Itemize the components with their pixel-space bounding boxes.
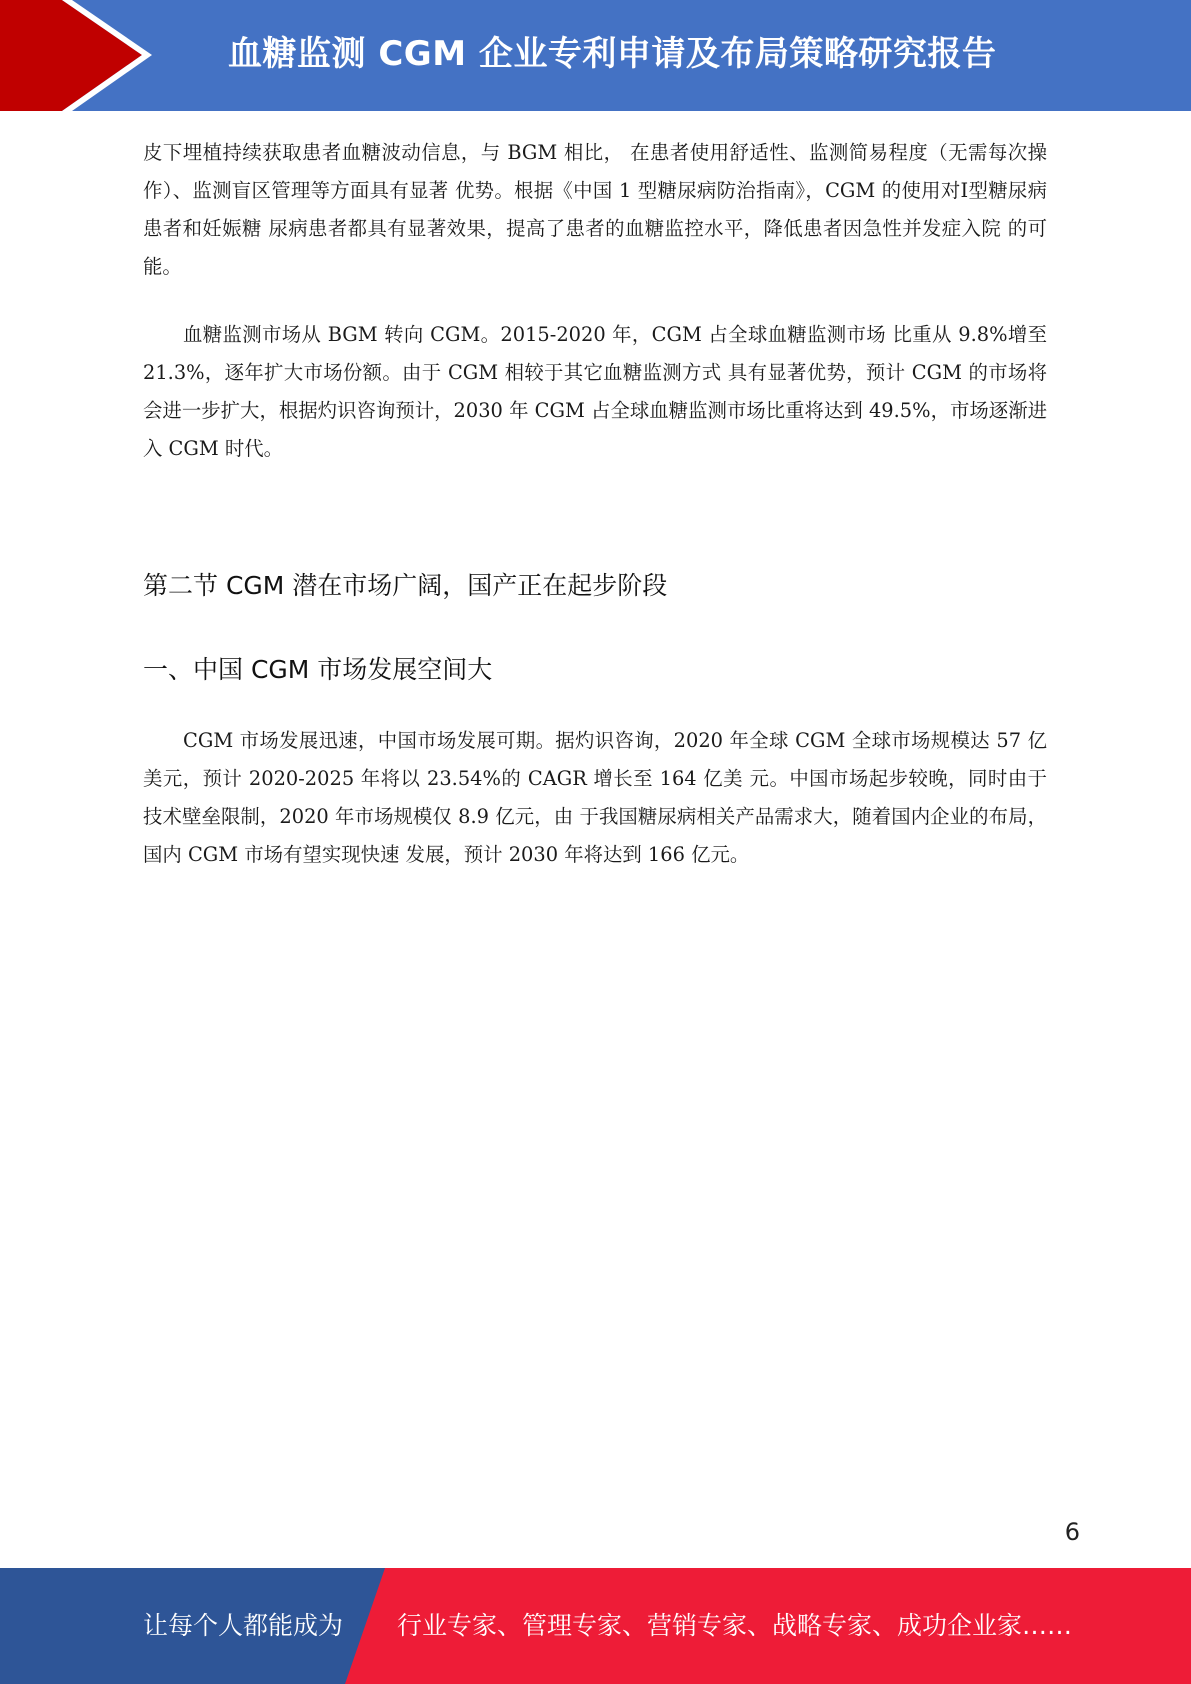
page-number: 6	[1064, 1518, 1080, 1546]
subsection-heading: 一、中国 CGM 市场发展空间大	[143, 655, 493, 684]
page-header	[0, 0, 1191, 111]
body-paragraph-3: CGM 市场发展迅速，中国市场发展可期。据灼识咨询，2020 年全球 CGM 全球市场规模达 57 亿美元，预计 2020-2025 年将以 23.54%的 CAGR 增长至 164 亿美 元。中国市场起步较晚，同时由于技术壁垒限制，2020 年市场规模仅 8.9 亿元，由 于我国糖尿病相关产品需求大，随着国内企业的布局，国内 CGM 市场有望实现快速 发展，预计 2030 年将达到 166 亿元。	[143, 729, 1047, 866]
body-paragraph-1: 皮下埋植持续获取患者血糖波动信息，与 BGM 相比， 在患者使用舒适性、监测简易程度（无需每次操作）、监测盲区管理等方面具有显著 优势。根据《中国 1 型糖尿病防治指南》，CGM 的使用对Ⅰ型糖尿病患者和妊娠糖 尿病患者都具有显著效果，提高了患者的血糖监控水平，降低患者因急性并发症入院 的可能。	[143, 141, 1047, 278]
body-paragraph-2: 血糖监测市场从 BGM 转向 CGM。2015-2020 年，CGM 占全球血糖监测市场 比重从 9.8%增至 21.3%，逐年扩大市场份额。由于 CGM 相较于其它血糖监测方式 具有显著优势，预计 CGM 的市场将会进一步扩大，根据灼识咨询预计，2030 年 CGM 占全球血糖监测市场比重将达到 49.5%，市场逐渐进入 CGM 时代。	[143, 323, 1047, 460]
footer-slogan-left: 让每个人都能成为	[143, 1611, 344, 1640]
page-footer	[0, 1568, 1191, 1684]
section-heading: 第二节 CGM 潜在市场广阔，国产正在起步阶段	[143, 571, 668, 600]
footer-slogan-right: 行业专家、管理专家、营销专家、战略专家、成功企业家……	[397, 1611, 1073, 1640]
header-title: 血糖监测 CGM 企业专利申请及布局策略研究报告	[228, 34, 997, 74]
